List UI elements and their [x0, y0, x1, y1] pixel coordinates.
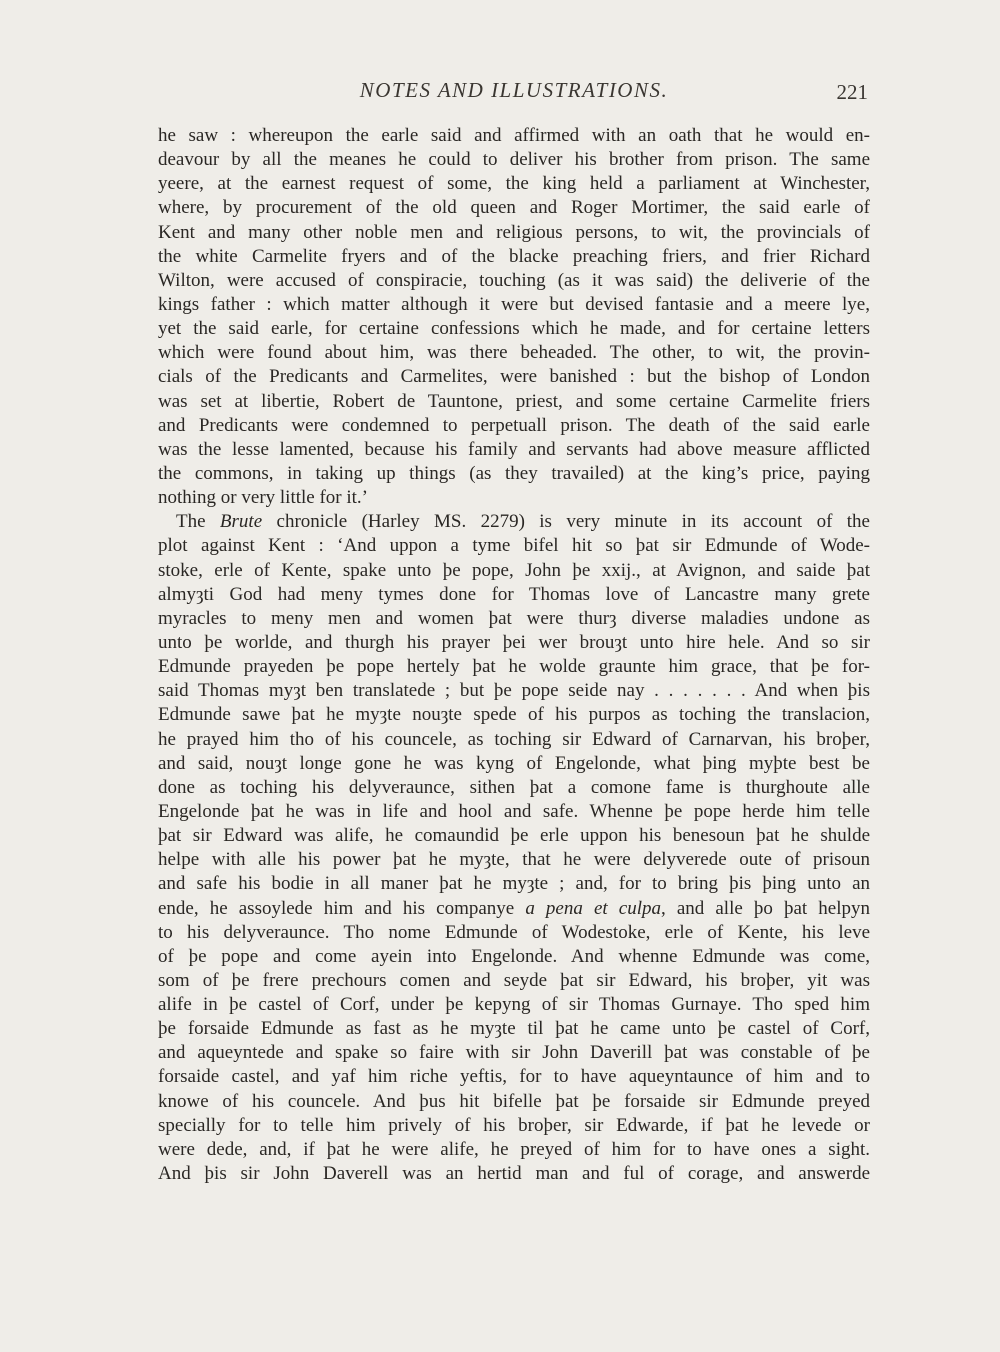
text-line: said Thomas myȝt ben translatede ; but þe pope seide nay . . . . . . . And when þis: [158, 680, 870, 702]
text-line: and safe his bodie in all maner þat he myȝte ; and, for to bring þis þing unto an: [158, 873, 870, 895]
text-line: almyȝti God had meny tymes done for Thomas love of Lancastre many grete: [158, 583, 870, 605]
text-line: cials of the Predicants and Carmelites, were banished : but the bishop of London: [158, 366, 870, 388]
text-line: ende, he assoylede him and his companye a pena et culpa, and alle þo þat helpyn: [158, 897, 870, 919]
text-line: forsaide castel, and yaf him riche yeftis, for to have aqueyntaunce of him and to: [158, 1066, 870, 1088]
body-text: [158, 124, 870, 1186]
text-line: he saw : whereupon the earle said and affirmed with an oath that he would en-: [158, 125, 870, 146]
text-line: yeere, at the earnest request of some, the king held a parliament at Winchester,: [158, 173, 870, 195]
text-line: som of þe frere prechours comen and seyde þat sir Edward, his broþer, yit was: [158, 969, 870, 991]
text-line: Wilton, were accused of conspiracie, touching (as it was said) the deliverie of the: [158, 269, 870, 291]
text-line: Engelonde þat he was in life and hool and safe. Whenne þe pope herde him telle: [158, 800, 870, 822]
text-line: þat sir Edward was alife, he comaundid þe erle uppon his benesoun þat he shulde: [158, 825, 870, 847]
text-line: specially for to telle him prively of his broþer, sir Edwarde, if þat he levede or: [158, 1114, 870, 1136]
text-line: and Predicants were condemned to perpetuall prison. The death of the said earle: [158, 414, 870, 436]
text-line: and said, nouȝt longe gone he was kyng of Engelonde, what þing myþte best be: [158, 752, 870, 774]
text-line: done as toching his delyveraunce, sithen þat a comone fame is thurghoute alle: [158, 776, 870, 798]
text-line: was set at libertie, Robert de Tauntone, priest, and some certaine Carmelite friers: [158, 390, 870, 412]
text-line: Edmunde prayeden þe pope hertely þat he wolde graunte him grace, that þe for-: [158, 656, 870, 678]
text-line: deavour by all the meanes he could to deliver his brother from prison. The same: [158, 149, 870, 171]
text-line: þe forsaide Edmunde as fast as he myȝte til þat he came unto þe castel of Corf,: [158, 1018, 870, 1040]
text-line: And þis sir John Daverell was an hertid man and ful of corage, and answerde: [158, 1163, 870, 1185]
italic-phrase: a pena et culpa: [525, 897, 661, 919]
text-line: was the lesse lamented, because his family and servants had above measure afflicted: [158, 438, 870, 460]
text-line: Edmunde sawe þat he myȝte nouȝte spede of his purpos as toching the translacion,: [158, 704, 870, 726]
text-line: Kent and many other noble men and religious persons, to wit, the provincials of: [158, 221, 870, 243]
text-line: unto þe worlde, and thurgh his prayer þei wer brouȝt unto hire hele. And so sir: [158, 631, 870, 653]
text-line: the white Carmelite fryers and of the blacke preaching friers, and frier Richard: [158, 245, 870, 267]
text-line: to his delyveraunce. Tho nome Edmunde of Wodestoke, erle of Kente, his leve: [158, 921, 870, 943]
text-line: myracles to meny men and women þat were thurȝ diverse maladies undone as: [158, 607, 870, 629]
running-head: [158, 78, 870, 108]
text-line: helpe with alle his power þat he myȝte, that he were delyverede oute of prisoun: [158, 849, 870, 871]
text-line: plot against Kent : ‘And uppon a tyme bifel hit so þat sir Edmunde of Wode-: [158, 535, 870, 557]
text-line: which were found about him, was there beheaded. The other, to wit, the provin-: [158, 342, 870, 364]
italic-phrase: Brute: [219, 511, 263, 533]
text-line: where, by procurement of the old queen and Roger Mortimer, the said earle of: [158, 197, 870, 219]
text-line: stoke, erle of Kente, spake unto þe pope, John þe xxij., at Avignon, and saide þat: [158, 559, 870, 581]
text-line: he prayed him tho of his councele, as toching sir Edward of Carnarvan, his broþer,: [158, 728, 870, 750]
text-line: the commons, in taking up things (as they travailed) at the king’s price, paying: [158, 462, 870, 484]
text-line: alife in þe castel of Corf, under þe kepyng of sir Thomas Gurnaye. Tho sped him: [158, 994, 870, 1016]
page-number: 221: [836, 80, 868, 104]
text-line: The Brute chronicle (Harley MS. 2279) is very minute in its account of the: [176, 511, 870, 533]
text-line: and aqueyntede and spake so faire with sir John Daverill þat was constable of þe: [158, 1042, 870, 1064]
text-line: yet the said earle, for certaine confessions which he made, and for certaine letters: [158, 318, 870, 340]
text-line: of þe pope and come ayein into Engelonde. And whenne Edmunde was come,: [158, 945, 870, 967]
text-line: kings father : which matter although it were but devised fantasie and a meere lye,: [158, 293, 870, 315]
running-head-title: NOTES AND ILLUSTRATIONS.: [359, 78, 669, 102]
text-line: knowe of his councele. And þus hit bifelle þat þe forsaide sir Edmunde preyed: [158, 1090, 870, 1112]
text-line: were dede, and, if þat he were alife, he preyed of him for to have ones a sight.: [158, 1138, 870, 1160]
text-line: nothing or very little for it.’: [158, 487, 369, 509]
